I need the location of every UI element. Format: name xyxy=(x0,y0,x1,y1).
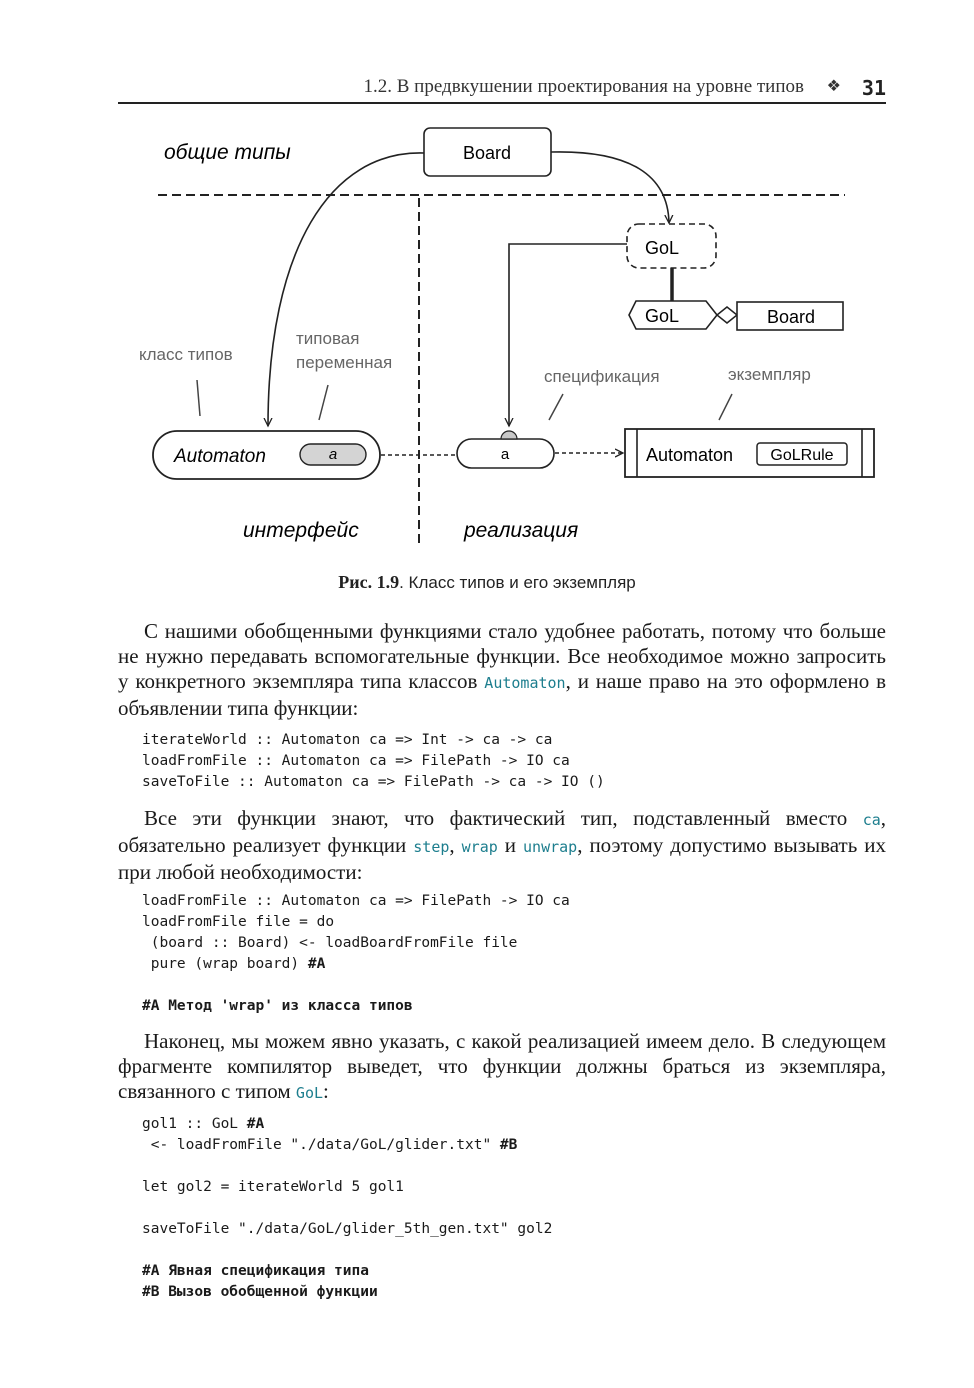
code-line: loadFromFile :: Automaton ca => FilePath -> IO ca xyxy=(142,753,570,769)
paragraph-1 xyxy=(118,619,886,721)
code-line: saveToFile :: Automaton ca => FilePath -> ca -> IO () xyxy=(142,774,605,790)
figure-diagram xyxy=(0,110,974,560)
code-line: (board :: Board) <- loadBoardFromFile file xyxy=(142,935,518,951)
inline-code-gol: GoL xyxy=(295,1084,324,1102)
code-block-3 xyxy=(142,1114,552,1303)
inline-code-ca: ca xyxy=(862,811,881,829)
interface-label: интерфейс xyxy=(243,519,359,542)
code-annotation-mark: #A xyxy=(246,1116,265,1132)
paragraph-2-text-c: , xyxy=(449,833,462,857)
paragraph-2-text-a: Все эти функции знают, что фактический тип, подставленный вместо xyxy=(144,806,863,830)
code-line: loadFromFile file = do xyxy=(142,914,335,930)
paragraph-2-text-e: , поэтому допустимо вызывать их при любой необходимости: xyxy=(118,833,886,884)
paragraph-1-text-a: С нашими обобщенными функциями стало удобнее работать, потому что больше не нужно передавать вспомогательные функции. Все необходимое можно запросить у конкретного экземпляра типа классов xyxy=(118,619,886,693)
four-diamond-icon: ❖ xyxy=(826,78,841,95)
gol-type-label: GoL xyxy=(644,306,680,326)
paragraph-2 xyxy=(118,806,886,885)
code-line: saveToFile "./data/GoL/glider_5th_gen.txt" gol2 xyxy=(142,1221,553,1237)
caption-text: . Класс типов и его экземпляр xyxy=(399,573,636,592)
inline-code-wrap: wrap xyxy=(461,838,498,856)
instance-pointer xyxy=(719,394,732,420)
general-types-label: общие типы xyxy=(164,141,291,164)
code-annotation-mark: #A xyxy=(307,956,326,972)
code-annotation-mark: #B xyxy=(499,1137,518,1153)
code-line: iterateWorld :: Automaton ca => Int -> ca -> ca xyxy=(142,732,553,748)
code-line-text: pure (wrap board) xyxy=(142,956,308,972)
gol-label: GoL xyxy=(644,238,680,258)
instance-label: экземпляр xyxy=(728,365,811,384)
page-number: 31 xyxy=(861,76,886,100)
implementation-label: реализация xyxy=(464,519,579,542)
type-variable-label-2: переменная xyxy=(296,353,393,372)
board-type-label: Board xyxy=(766,307,816,327)
code-line: loadFromFile :: Automaton ca => FilePath -> IO ca xyxy=(142,893,570,909)
type-variable-pointer xyxy=(319,385,328,420)
paragraph-2-text-d: и xyxy=(497,833,524,857)
code-annotation-note: #A Явная спецификация типа xyxy=(142,1263,369,1279)
type-class-pointer xyxy=(197,380,200,416)
board-to-gol-arrow xyxy=(551,152,669,223)
instance-name-label: Automaton xyxy=(646,445,734,465)
specification-label: спецификация xyxy=(544,367,660,386)
code-line: let gol2 = iterateWorld 5 gol1 xyxy=(142,1179,404,1195)
running-header xyxy=(118,76,886,104)
paragraph-3-text-a: Наконец, мы можем явно указать, с какой реализацией имеем дело. В следующем фрагменте компилятор выведет, что функции должны браться из экземпляра, связанного с типом xyxy=(118,1029,886,1103)
paragraph-2-text-b: , обязательно реализует функции xyxy=(118,806,886,857)
inline-code-step: step xyxy=(413,838,450,856)
gol-to-spec-arrow xyxy=(509,244,627,426)
type-variable-label-1: типовая xyxy=(296,329,360,348)
board-label: Board xyxy=(462,143,512,163)
code-annotation-note: #B Вызов обобщенной функции xyxy=(142,1284,378,1300)
code-line-text: <- loadFromFile "./data/GoL/glider.txt" xyxy=(142,1137,500,1153)
board-to-automaton-arrow xyxy=(268,153,424,426)
section-title: 1.2. В предвкушении проектирования на уровне типов xyxy=(363,76,804,97)
spec-connector-half-circle xyxy=(501,431,517,439)
spec-var-label: a xyxy=(500,446,510,463)
code-block-2 xyxy=(142,891,570,1017)
type-class-label: класс типов xyxy=(139,345,233,364)
paragraph-3 xyxy=(118,1029,886,1106)
automaton-class-label: Automaton xyxy=(174,446,266,467)
code-line-text: gol1 :: GoL xyxy=(142,1116,247,1132)
class-var-label: a xyxy=(328,446,338,463)
figure-caption xyxy=(0,572,974,593)
code-line xyxy=(142,954,570,975)
code-line xyxy=(142,1135,552,1156)
inline-code-unwrap: unwrap xyxy=(523,838,578,856)
caption-number: Рис. 1.9 xyxy=(338,572,400,592)
code-block-1 xyxy=(142,730,605,793)
paragraph-3-text-b: : xyxy=(323,1079,329,1103)
aggregation-diamond-icon xyxy=(717,307,737,323)
specification-pointer xyxy=(549,394,563,420)
inline-code-automaton: Automaton xyxy=(484,674,566,692)
code-annotation-note: #A Метод 'wrap' из класса типов xyxy=(142,998,413,1014)
paragraph-1-text-b: , и наше право на это оформлено в объявлении типа функции: xyxy=(118,669,886,720)
instance-type-label: GoLRule xyxy=(770,447,834,464)
code-line xyxy=(142,1114,552,1135)
